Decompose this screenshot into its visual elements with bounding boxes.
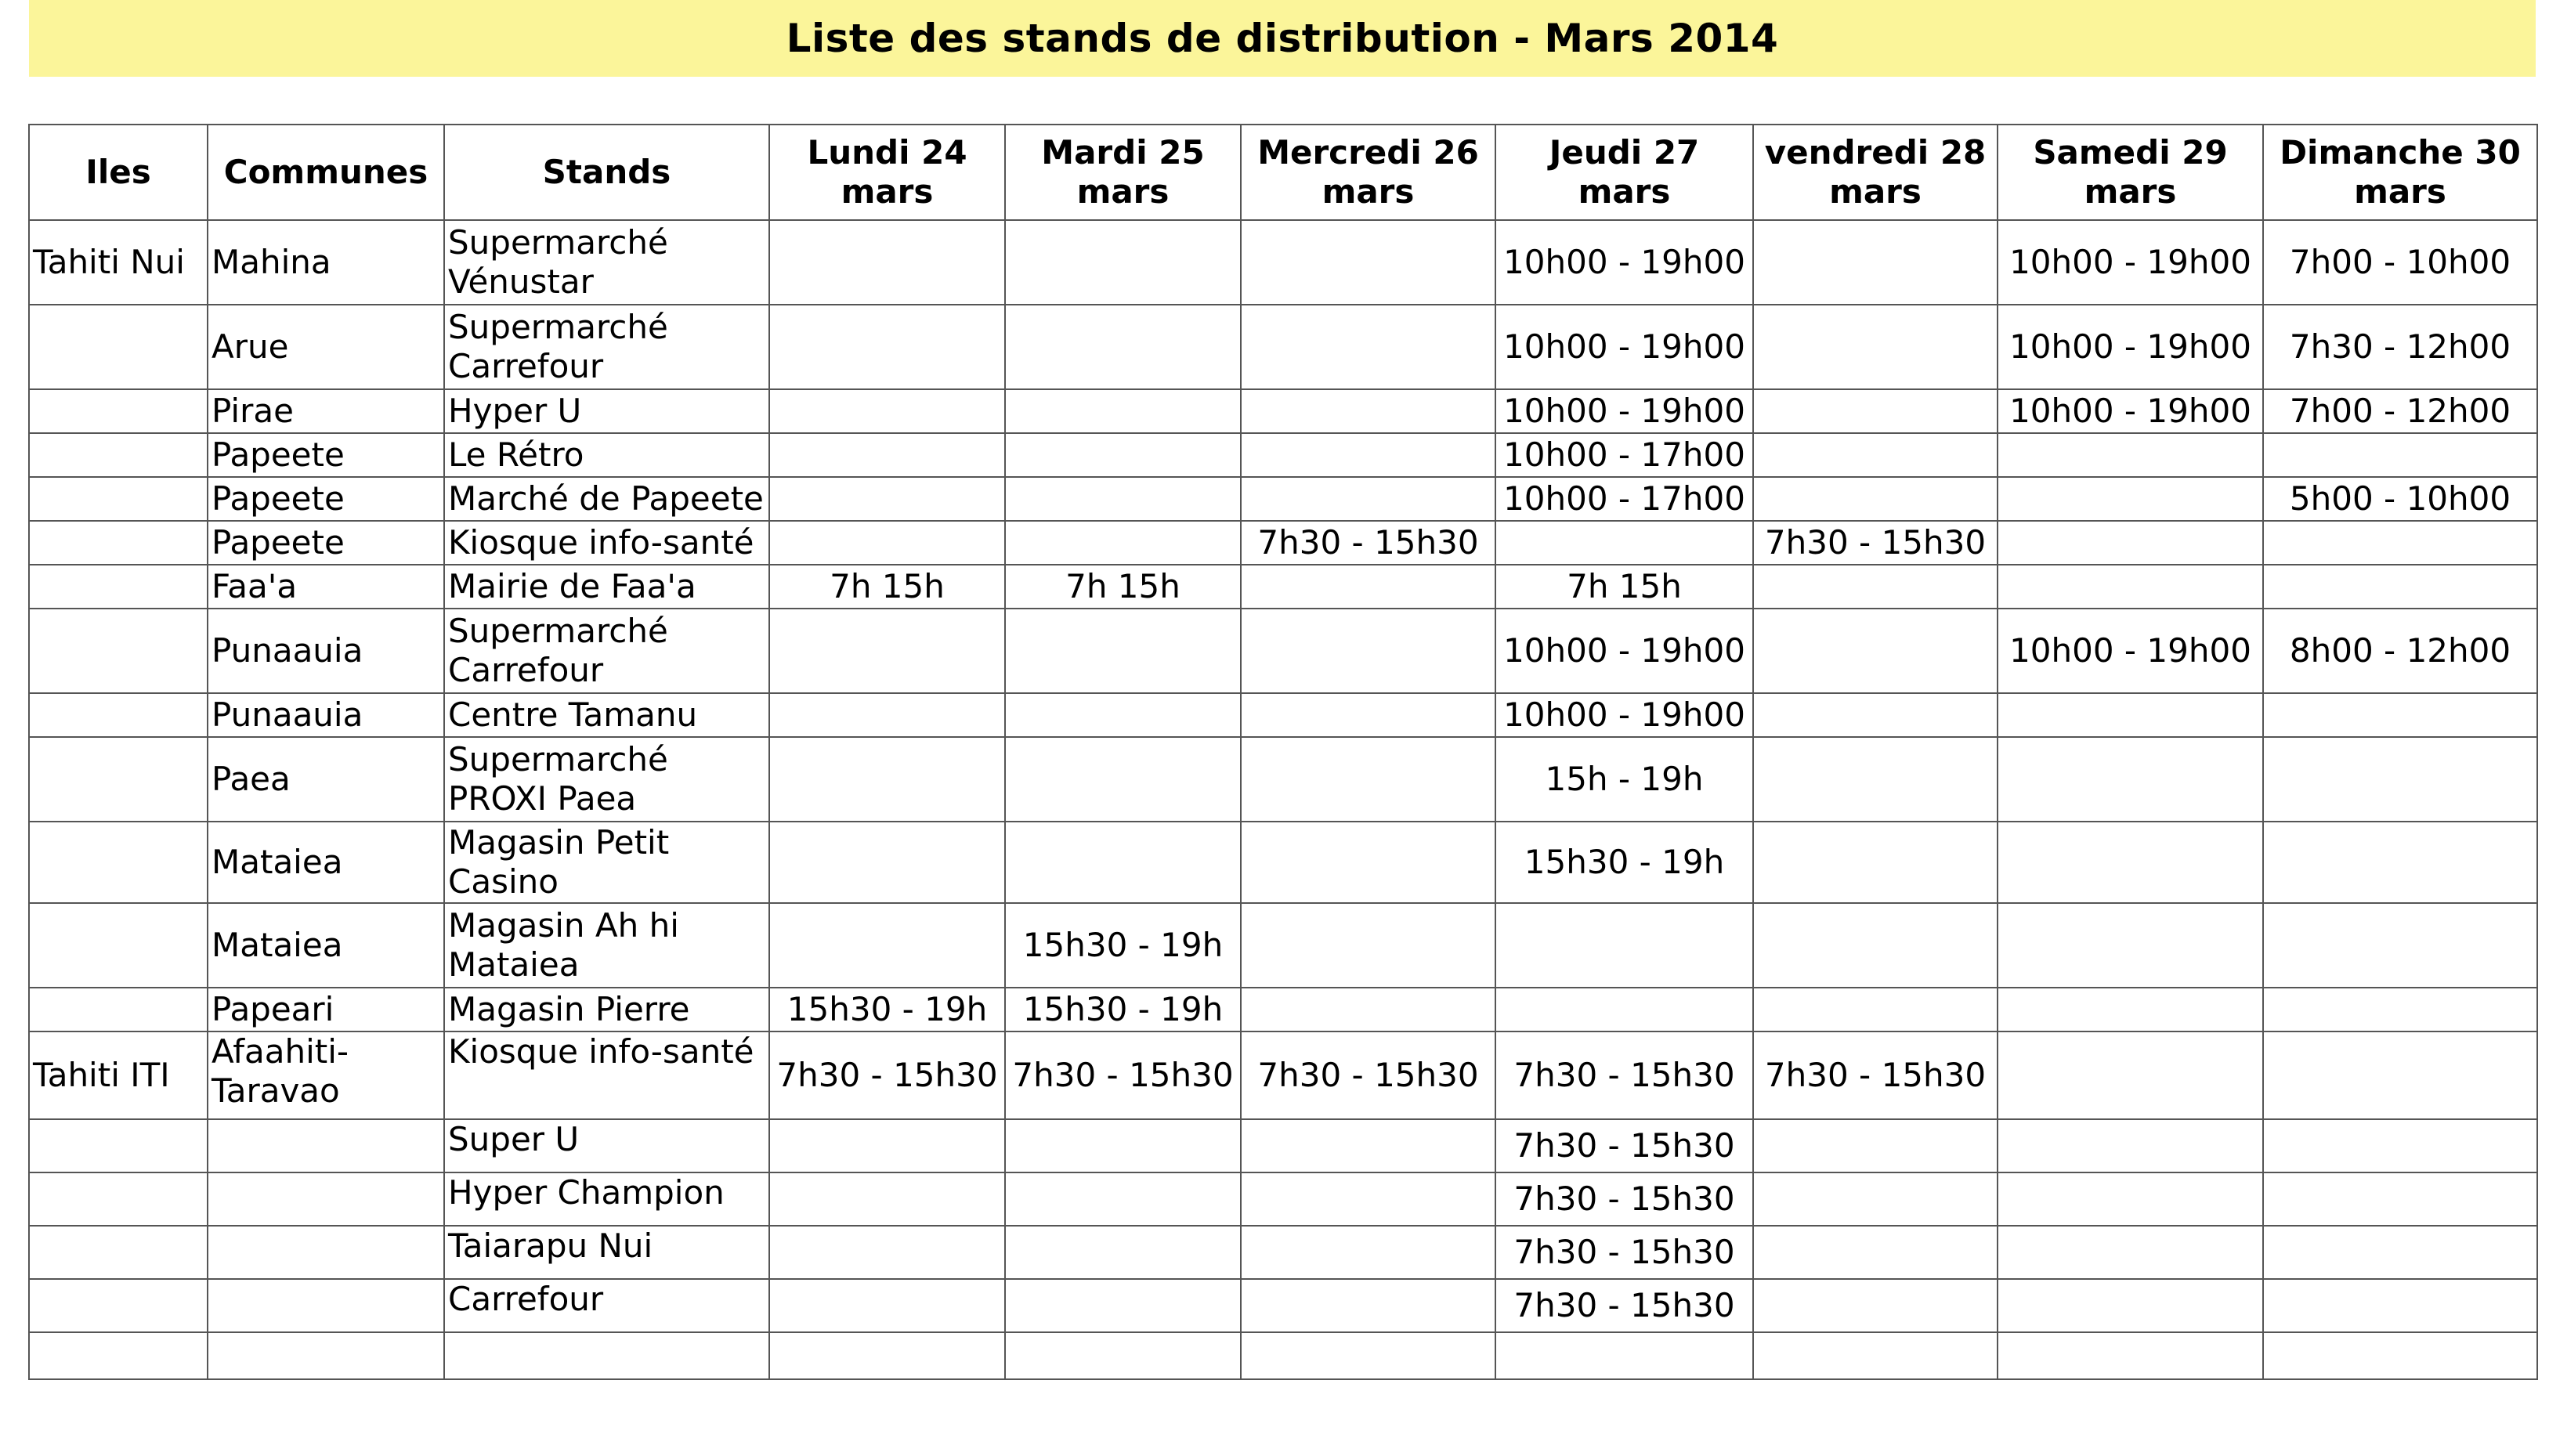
stand-cell: Supermarché Carrefour [444,609,769,693]
header-day [2263,125,2537,220]
commune-cell: Paea [208,737,444,822]
time-slot-cell: 15h - 19h [1495,737,1753,822]
time-slot-cell [1998,693,2263,737]
time-slot-cell: 15h30 - 19h [769,988,1005,1031]
time-slot-cell: 7h30 - 12h00 [2263,305,2537,389]
time-slot-cell [1005,1279,1241,1332]
time-slot-cell [2263,822,2537,903]
header-day-name: Mardi 25 [1041,133,1205,172]
time-slot-cell: 10h00 - 19h00 [1495,305,1753,389]
stand-cell: Supermarché Vénustar [444,220,769,305]
time-slot-cell [769,305,1005,389]
ile-cell [29,693,208,737]
time-slot-cell [1005,477,1241,521]
time-slot-cell [1998,477,2263,521]
time-slot-cell: 5h00 - 10h00 [2263,477,2537,521]
time-slot-cell: 7h 15h [1495,565,1753,609]
time-slot-cell [1005,1332,1241,1379]
header-day [1005,125,1241,220]
table-row [29,693,2537,737]
table-row [29,1279,2537,1332]
time-slot-cell: 10h00 - 19h00 [1998,220,2263,305]
time-slot-cell [1241,305,1495,389]
time-slot-cell: 7h00 - 10h00 [2263,220,2537,305]
table-row [29,1172,2537,1226]
ile-cell [29,477,208,521]
stand-cell: Taiarapu Nui [444,1226,769,1279]
header-communes: Communes [208,125,444,220]
commune-cell [208,1332,444,1379]
time-slot-cell [1753,988,1998,1031]
time-slot-cell [2263,903,2537,988]
ile-cell: Tahiti ITI [29,1031,208,1119]
time-slot-cell [1998,1031,2263,1119]
time-slot-cell [769,220,1005,305]
time-slot-cell [1753,433,1998,477]
time-slot-cell [1998,822,2263,903]
time-slot-cell: 7h00 - 12h00 [2263,389,2537,433]
stand-cell: Marché de Papeete [444,477,769,521]
time-slot-cell [1005,609,1241,693]
time-slot-cell [1998,521,2263,565]
stand-cell: Magasin Pierre [444,988,769,1031]
time-slot-cell [1241,220,1495,305]
time-slot-cell [1753,609,1998,693]
ile-cell [29,822,208,903]
commune-cell: Punaauia [208,609,444,693]
time-slot-cell [769,389,1005,433]
stand-cell: Supermarché Carrefour [444,305,769,389]
time-slot-cell [769,1332,1005,1379]
time-slot-cell [1998,565,2263,609]
time-slot-cell [2263,1119,2537,1172]
time-slot-cell [769,433,1005,477]
time-slot-cell [1241,1279,1495,1332]
stand-cell: Supermarché PROXI Paea [444,737,769,822]
table-row [29,1332,2537,1379]
time-slot-cell [1005,220,1241,305]
time-slot-cell: 7h30 - 15h30 [1241,521,1495,565]
header-day-name: Lundi 24 [807,133,967,172]
time-slot-cell [1241,477,1495,521]
time-slot-cell: 10h00 - 17h00 [1495,433,1753,477]
time-slot-cell [1005,521,1241,565]
time-slot-cell [2263,1172,2537,1226]
ile-cell [29,609,208,693]
ile-cell: Tahiti Nui [29,220,208,305]
table-row [29,1031,2537,1119]
commune-cell: Mataiea [208,822,444,903]
time-slot-cell: 15h30 - 19h [1005,903,1241,988]
table-row [29,477,2537,521]
time-slot-cell [2263,737,2537,822]
time-slot-cell [2263,521,2537,565]
commune-cell: Punaauia [208,693,444,737]
header-day-name: Jeudi 27 [1549,133,1700,172]
commune-cell: Papeete [208,433,444,477]
time-slot-cell [1753,1279,1998,1332]
time-slot-cell [1241,1332,1495,1379]
time-slot-cell: 7h 15h [1005,565,1241,609]
time-slot-cell [1753,220,1998,305]
header-day-month: mars [841,172,934,211]
header-day-month: mars [1076,172,1170,211]
time-slot-cell [1753,1332,1998,1379]
time-slot-cell: 10h00 - 19h00 [1998,389,2263,433]
time-slot-cell [1753,1226,1998,1279]
time-slot-cell: 7h30 - 15h30 [1495,1172,1753,1226]
time-slot-cell [1753,565,1998,609]
commune-cell: Mahina [208,220,444,305]
commune-cell [208,1172,444,1226]
time-slot-cell [1241,1119,1495,1172]
ile-cell [29,988,208,1031]
time-slot-cell: 10h00 - 19h00 [1495,609,1753,693]
commune-cell: Papeari [208,988,444,1031]
time-slot-cell [1241,389,1495,433]
header-day-month: mars [2354,172,2446,211]
time-slot-cell [1495,1332,1753,1379]
header-day-month: mars [2084,172,2177,211]
time-slot-cell [1241,737,1495,822]
ile-cell [29,389,208,433]
header-day-month: mars [1578,172,1671,211]
time-slot-cell: 15h30 - 19h [1005,988,1241,1031]
header-day-name: vendredi 28 [1764,133,1987,172]
header-day-name: Mercredi 26 [1257,133,1479,172]
table-row [29,988,2537,1031]
header-day [1753,125,1998,220]
time-slot-cell: 10h00 - 19h00 [1495,220,1753,305]
stand-cell: Magasin Petit Casino [444,822,769,903]
commune-cell: Arue [208,305,444,389]
time-slot-cell: 7h30 - 15h30 [1495,1279,1753,1332]
commune-cell [208,1279,444,1332]
time-slot-cell [1005,305,1241,389]
time-slot-cell [769,693,1005,737]
time-slot-cell [1241,1172,1495,1226]
time-slot-cell [1753,305,1998,389]
time-slot-cell [1005,1226,1241,1279]
time-slot-cell [2263,988,2537,1031]
time-slot-cell [1753,693,1998,737]
ile-cell [29,1332,208,1379]
time-slot-cell: 7h30 - 15h30 [1005,1031,1241,1119]
time-slot-cell [769,609,1005,693]
time-slot-cell [769,1119,1005,1172]
ile-cell [29,1119,208,1172]
time-slot-cell [1998,1119,2263,1172]
table-header [29,125,2537,220]
header-day-name: Samedi 29 [2033,133,2228,172]
time-slot-cell: 15h30 - 19h [1495,822,1753,903]
time-slot-cell: 7h30 - 15h30 [1241,1031,1495,1119]
commune-cell [208,1226,444,1279]
ile-cell [29,737,208,822]
stand-cell: Super U [444,1119,769,1172]
time-slot-cell [1753,903,1998,988]
time-slot-cell [1753,389,1998,433]
stand-cell [444,1332,769,1379]
ile-cell [29,305,208,389]
table-row [29,305,2537,389]
time-slot-cell [1241,903,1495,988]
stand-cell: Magasin Ah hi Mataiea [444,903,769,988]
time-slot-cell: 8h00 - 12h00 [2263,609,2537,693]
time-slot-cell: 10h00 - 19h00 [1495,693,1753,737]
time-slot-cell [2263,1226,2537,1279]
time-slot-cell: 7h 15h [769,565,1005,609]
time-slot-cell [769,903,1005,988]
time-slot-cell [1998,737,2263,822]
distribution-schedule-table [28,124,2538,1380]
time-slot-cell [1005,433,1241,477]
ile-cell [29,1279,208,1332]
time-slot-cell [2263,693,2537,737]
stand-cell: Hyper U [444,389,769,433]
stand-cell: Mairie de Faa'a [444,565,769,609]
table-row [29,1119,2537,1172]
table-row [29,220,2537,305]
time-slot-cell [2263,1332,2537,1379]
header-day-name: Dimanche 30 [2280,133,2521,172]
time-slot-cell: 7h30 - 15h30 [1495,1226,1753,1279]
time-slot-cell: 10h00 - 19h00 [1495,389,1753,433]
time-slot-cell: 7h30 - 15h30 [1495,1119,1753,1172]
time-slot-cell [1998,1279,2263,1332]
time-slot-cell [769,737,1005,822]
time-slot-cell [1753,1119,1998,1172]
time-slot-cell [1753,1172,1998,1226]
time-slot-cell [1241,1226,1495,1279]
time-slot-cell [1241,822,1495,903]
time-slot-cell [1998,903,2263,988]
time-slot-cell [1005,737,1241,822]
table-row [29,433,2537,477]
time-slot-cell [769,1226,1005,1279]
time-slot-cell [769,521,1005,565]
commune-cell: Pirae [208,389,444,433]
time-slot-cell: 7h30 - 15h30 [1753,1031,1998,1119]
time-slot-cell [2263,565,2537,609]
time-slot-cell: 7h30 - 15h30 [769,1031,1005,1119]
commune-cell: Faa'a [208,565,444,609]
header-iles: Iles [29,125,208,220]
stand-cell: Carrefour [444,1279,769,1332]
commune-cell: Mataiea [208,903,444,988]
time-slot-cell [1753,822,1998,903]
header-row [29,125,2537,220]
time-slot-cell [1241,693,1495,737]
table-row [29,521,2537,565]
time-slot-cell [1998,988,2263,1031]
ile-cell [29,1172,208,1226]
time-slot-cell [1005,693,1241,737]
ile-cell [29,565,208,609]
commune-cell [208,1119,444,1172]
time-slot-cell [1998,1332,2263,1379]
time-slot-cell [1998,433,2263,477]
time-slot-cell [1005,1172,1241,1226]
header-stands: Stands [444,125,769,220]
time-slot-cell [1241,433,1495,477]
table-row [29,822,2537,903]
time-slot-cell: 10h00 - 19h00 [1998,305,2263,389]
time-slot-cell: 7h30 - 15h30 [1753,521,1998,565]
stand-cell: Hyper Champion [444,1172,769,1226]
header-day [1495,125,1753,220]
stand-cell: Kiosque info-santé [444,1031,769,1119]
time-slot-cell [2263,433,2537,477]
time-slot-cell [1753,477,1998,521]
header-day [1241,125,1495,220]
header-day-month: mars [1322,172,1415,211]
ile-cell [29,433,208,477]
table-row [29,389,2537,433]
table-row [29,565,2537,609]
commune-cell: Afaahiti-Taravao [208,1031,444,1119]
time-slot-cell [1005,389,1241,433]
time-slot-cell [1998,1226,2263,1279]
header-day [769,125,1005,220]
commune-cell: Papeete [208,477,444,521]
title-bar [29,0,2536,77]
time-slot-cell [1241,609,1495,693]
commune-cell: Papeete [208,521,444,565]
time-slot-cell [1495,903,1753,988]
time-slot-cell [1495,521,1753,565]
time-slot-cell [769,1172,1005,1226]
time-slot-cell [769,1279,1005,1332]
stand-cell: Centre Tamanu [444,693,769,737]
ile-cell [29,521,208,565]
time-slot-cell [1005,822,1241,903]
time-slot-cell [2263,1279,2537,1332]
time-slot-cell [1005,1119,1241,1172]
time-slot-cell [769,477,1005,521]
table-row [29,737,2537,822]
stand-cell: Kiosque info-santé [444,521,769,565]
ile-cell [29,903,208,988]
stand-cell: Le Rétro [444,433,769,477]
table-row [29,609,2537,693]
time-slot-cell [769,822,1005,903]
time-slot-cell [1998,1172,2263,1226]
time-slot-cell: 10h00 - 17h00 [1495,477,1753,521]
table-body [29,220,2537,1379]
time-slot-cell [1495,988,1753,1031]
table-row [29,1226,2537,1279]
header-day [1998,125,2263,220]
time-slot-cell: 7h30 - 15h30 [1495,1031,1753,1119]
time-slot-cell [1241,565,1495,609]
time-slot-cell [1753,737,1998,822]
page-title: Liste des stands de distribution - Mars 2014 [786,16,1779,61]
header-day-month: mars [1829,172,1922,211]
time-slot-cell [1241,988,1495,1031]
table-row [29,903,2537,988]
time-slot-cell: 10h00 - 19h00 [1998,609,2263,693]
time-slot-cell [2263,1031,2537,1119]
ile-cell [29,1226,208,1279]
